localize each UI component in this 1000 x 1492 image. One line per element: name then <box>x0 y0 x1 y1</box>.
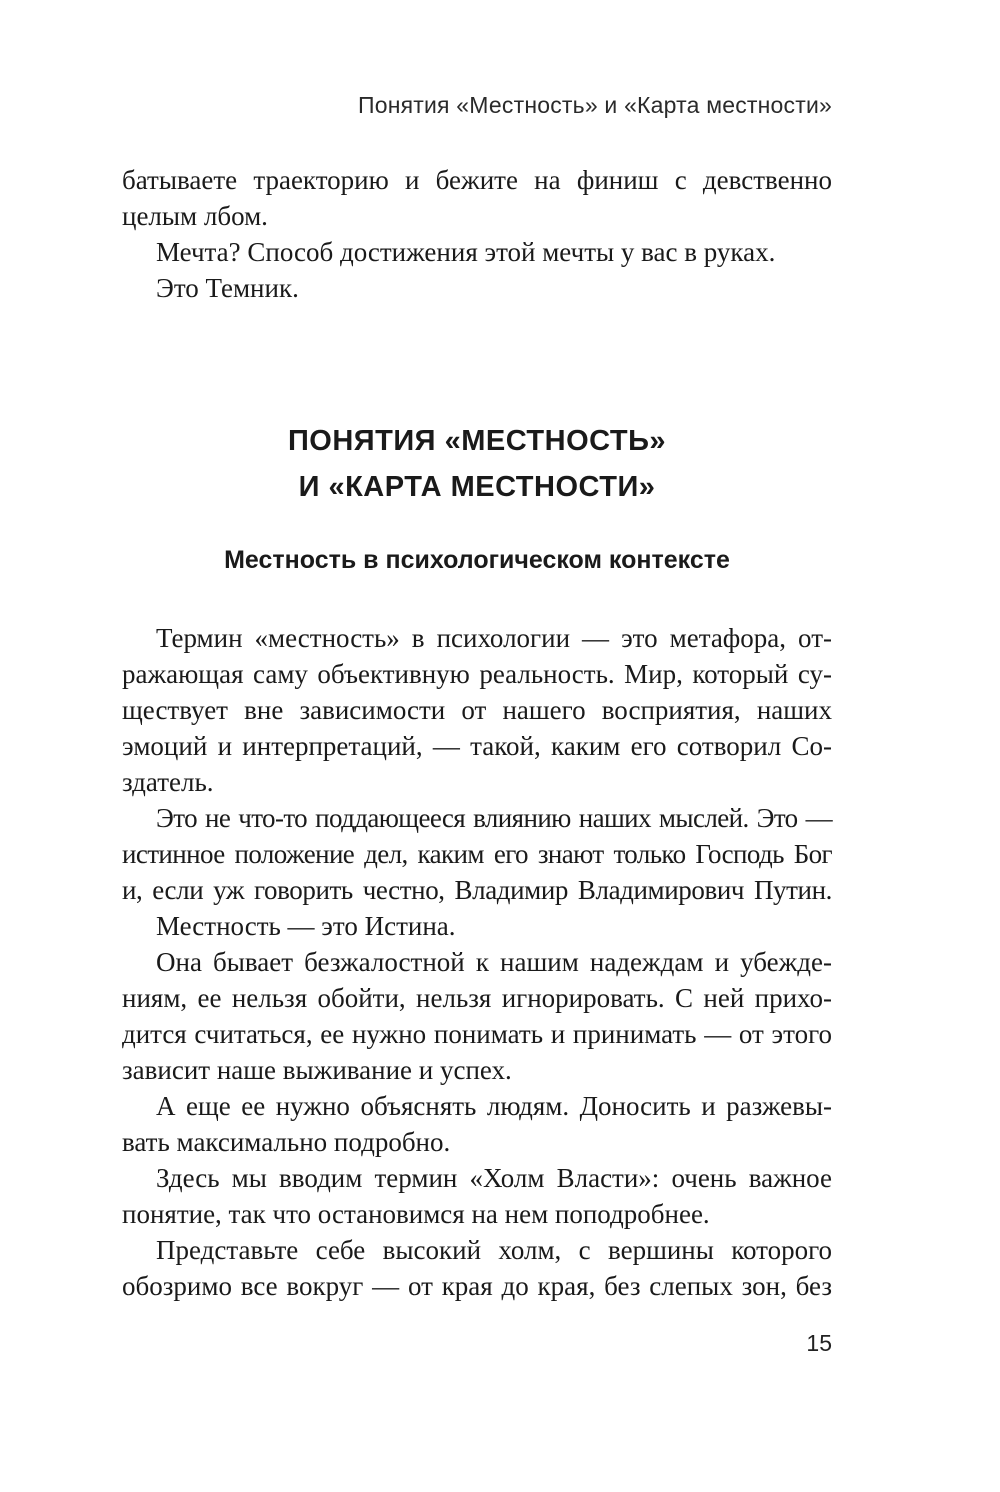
text-line: ществует вне зависимости от нашего восприятия, наших <box>122 695 832 725</box>
section-title: Местность в психологическом контексте <box>224 546 730 574</box>
text-line: обозримо все вокруг — от края до края, без слепых зон, без <box>122 1271 832 1301</box>
text-line: зависит наше выживание и успех. <box>122 1055 512 1085</box>
body-text-block <box>122 620 832 1304</box>
text-line: ниям, ее нельзя обойти, нельзя игнорировать. С ней прихо- <box>122 983 832 1013</box>
text-line: Термин «местность» в психологии — это метафора, от- <box>156 623 832 653</box>
text-line: понятие, так что остановимся на нем поподробнее. <box>122 1199 710 1229</box>
text-line: дится считаться, ее нужно понимать и принимать — от этого <box>122 1019 832 1049</box>
paragraph: Местность — это Истина. <box>156 911 456 941</box>
chapter-title-line: ПОНЯТИЯ «МЕСТНОСТЬ» <box>287 425 667 457</box>
text-line: батываете траекторию и бежите на финиш с девственно <box>122 165 832 195</box>
text-line: истинное положение дел, каким его знают только Господь Бог <box>122 839 832 869</box>
chapter-title <box>122 418 832 510</box>
text-line: эмоций и интерпретаций, — такой, каким его сотворил Со- <box>122 731 832 761</box>
paragraph <box>122 944 832 1088</box>
paragraph-continuation <box>122 162 832 234</box>
text-line: А еще ее нужно объяснять людям. Доносить и разжевы- <box>156 1091 832 1121</box>
text-line: Это не что-то поддающееся влиянию наших мыслей. Это — <box>156 803 832 833</box>
text-line: вать максимально подробно. <box>122 1127 451 1157</box>
paragraph: Мечта? Способ достижения этой мечты у вас в руках. <box>156 237 776 267</box>
text-line: целым лбом. <box>122 201 268 231</box>
paragraph <box>122 1160 832 1232</box>
top-text-block <box>122 162 832 306</box>
text-line: Здесь мы вводим термин «Холм Власти»: очень важное <box>156 1163 832 1193</box>
paragraph <box>122 800 832 908</box>
paragraph <box>122 620 832 800</box>
paragraph: Это Темник. <box>156 273 299 303</box>
text-line: Представьте себе высокий холм, с вершины которого <box>156 1235 832 1265</box>
paragraph <box>122 1088 832 1160</box>
running-header: Понятия «Местность» и «Карта местности» <box>358 92 832 118</box>
chapter-title-line: И «КАРТА МЕСТНОСТИ» <box>298 471 656 503</box>
text-line: Она бывает безжалостной к нашим надеждам и убежде- <box>156 947 832 977</box>
text-line: и, если уж говорить честно, Владимир Владимирович Путин. <box>122 875 832 905</box>
text-line: здатель. <box>122 767 214 797</box>
page-number: 15 <box>806 1330 832 1356</box>
paragraph <box>122 1232 832 1304</box>
text-line: ражающая саму объективную реальность. Мир, который су- <box>122 659 832 689</box>
